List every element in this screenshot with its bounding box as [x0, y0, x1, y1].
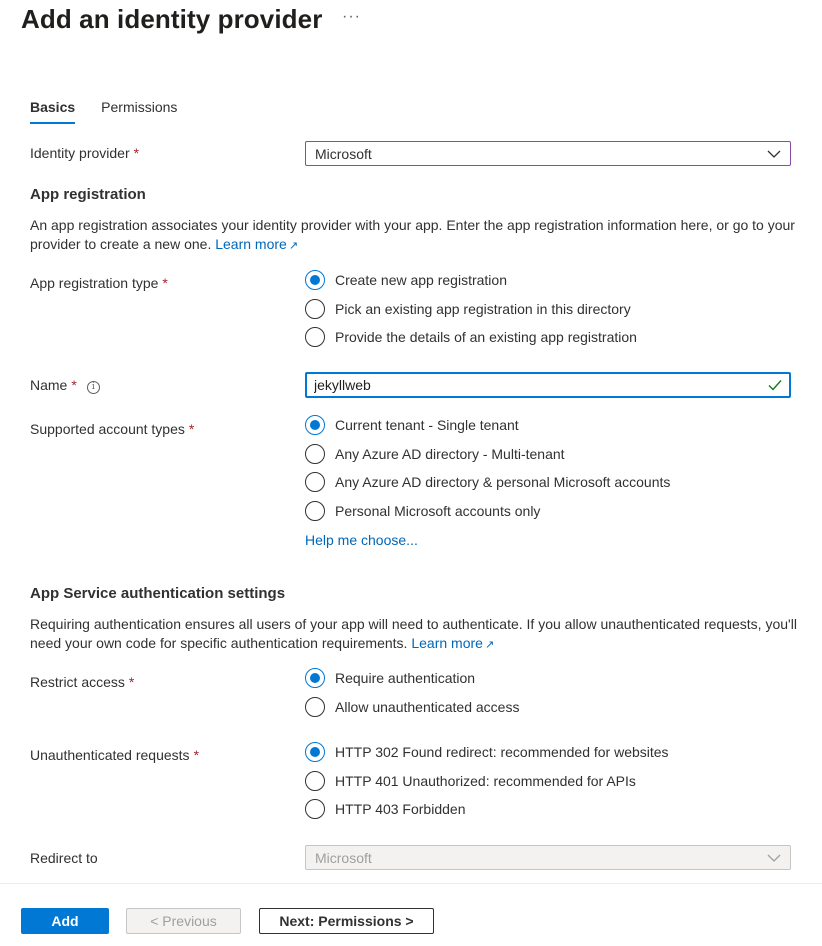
unauthenticated-requests-label: Unauthenticated requests *	[30, 747, 200, 763]
required-marker: *	[162, 275, 168, 291]
auth-settings-description: Requiring authentication ensures all users of your app will need to authenticate. If you allow unauthenticated requests, you'll need your own code for specific authentication requirements. Learn more ↗	[30, 615, 800, 655]
supported-account-types-radio-group	[305, 411, 670, 525]
supported-account-types-label: Supported account types *	[30, 421, 195, 437]
radio-unselected-icon	[305, 444, 325, 464]
auth-settings-heading: App Service authentication settings	[30, 585, 286, 602]
tab-permissions[interactable]: Permissions	[101, 99, 178, 115]
radio-unselected-icon	[305, 697, 325, 717]
radio-provide-existing-app-details[interactable]: Provide the details of an existing app registration	[305, 323, 637, 352]
info-icon[interactable]: i	[87, 381, 100, 394]
radio-unselected-icon	[305, 771, 325, 791]
radio-selected-icon	[305, 270, 325, 290]
valid-checkmark-icon	[768, 378, 782, 392]
identity-provider-label: Identity provider *	[30, 145, 140, 161]
unauthenticated-requests-radio-group	[305, 738, 669, 824]
external-link-icon: ↗	[484, 639, 495, 651]
chevron-down-icon	[767, 851, 781, 865]
previous-button: < Previous	[126, 908, 241, 934]
name-label: Name * i	[30, 377, 100, 394]
redirect-to-label: Redirect to	[30, 850, 98, 866]
radio-allow-unauthenticated[interactable]: Allow unauthenticated access	[305, 693, 519, 722]
radio-multi-tenant[interactable]: Any Azure AD directory - Multi-tenant	[305, 440, 670, 469]
radio-selected-icon	[305, 742, 325, 762]
app-registration-type-label: App registration type *	[30, 275, 168, 291]
radio-selected-icon	[305, 415, 325, 435]
tab-basics[interactable]: Basics	[30, 99, 75, 124]
identity-provider-dropdown[interactable]	[305, 141, 791, 166]
name-field[interactable]	[305, 372, 791, 398]
radio-pick-existing-app-registration[interactable]: Pick an existing app registration in this directory	[305, 295, 637, 324]
page-title: Add an identity provider	[21, 4, 323, 34]
app-registration-heading: App registration	[30, 186, 146, 203]
radio-http-302[interactable]: HTTP 302 Found redirect: recommended for websites	[305, 738, 669, 767]
help-me-choose-link[interactable]: Help me choose...	[305, 532, 418, 548]
radio-unselected-icon	[305, 327, 325, 347]
radio-require-authentication[interactable]: Require authentication	[305, 664, 519, 693]
radio-unselected-icon	[305, 501, 325, 521]
more-options-icon[interactable]: ···	[342, 8, 361, 25]
app-registration-description: An app registration associates your identity provider with your app. Enter the app registration information here, or go to your provider to create a new one. Learn more ↗	[30, 216, 800, 256]
restrict-access-radio-group	[305, 664, 519, 721]
radio-create-new-app-registration[interactable]: Create new app registration	[305, 266, 637, 295]
app-registration-type-radio-group	[305, 266, 637, 352]
radio-personal-only[interactable]: Personal Microsoft accounts only	[305, 497, 670, 526]
radio-http-403[interactable]: HTTP 403 Forbidden	[305, 795, 669, 824]
radio-http-401[interactable]: HTTP 401 Unauthorized: recommended for APIs	[305, 767, 669, 796]
add-button[interactable]: Add	[21, 908, 109, 934]
radio-unselected-icon	[305, 299, 325, 319]
radio-unselected-icon	[305, 799, 325, 819]
auth-settings-learn-more-link[interactable]: Learn more ↗	[411, 635, 494, 651]
footer-divider	[0, 883, 822, 884]
radio-single-tenant[interactable]: Current tenant - Single tenant	[305, 411, 670, 440]
radio-selected-icon	[305, 668, 325, 688]
tab-bar	[30, 99, 177, 124]
radio-multi-tenant-personal[interactable]: Any Azure AD directory & personal Microsoft accounts	[305, 468, 670, 497]
required-marker: *	[193, 747, 200, 763]
chevron-down-icon	[767, 147, 781, 161]
next-permissions-button[interactable]: Next: Permissions >	[259, 908, 434, 934]
redirect-to-dropdown	[305, 845, 791, 870]
redirect-to-value: Microsoft	[315, 849, 372, 866]
app-registration-learn-more-link[interactable]: Learn more ↗	[215, 236, 298, 252]
required-marker: *	[71, 377, 77, 393]
name-input[interactable]	[314, 377, 754, 393]
radio-unselected-icon	[305, 472, 325, 492]
external-link-icon: ↗	[288, 240, 299, 252]
identity-provider-value: Microsoft	[315, 145, 372, 162]
required-marker: *	[188, 421, 195, 437]
required-marker: *	[133, 145, 140, 161]
required-marker: *	[128, 674, 135, 690]
restrict-access-label: Restrict access *	[30, 674, 135, 690]
